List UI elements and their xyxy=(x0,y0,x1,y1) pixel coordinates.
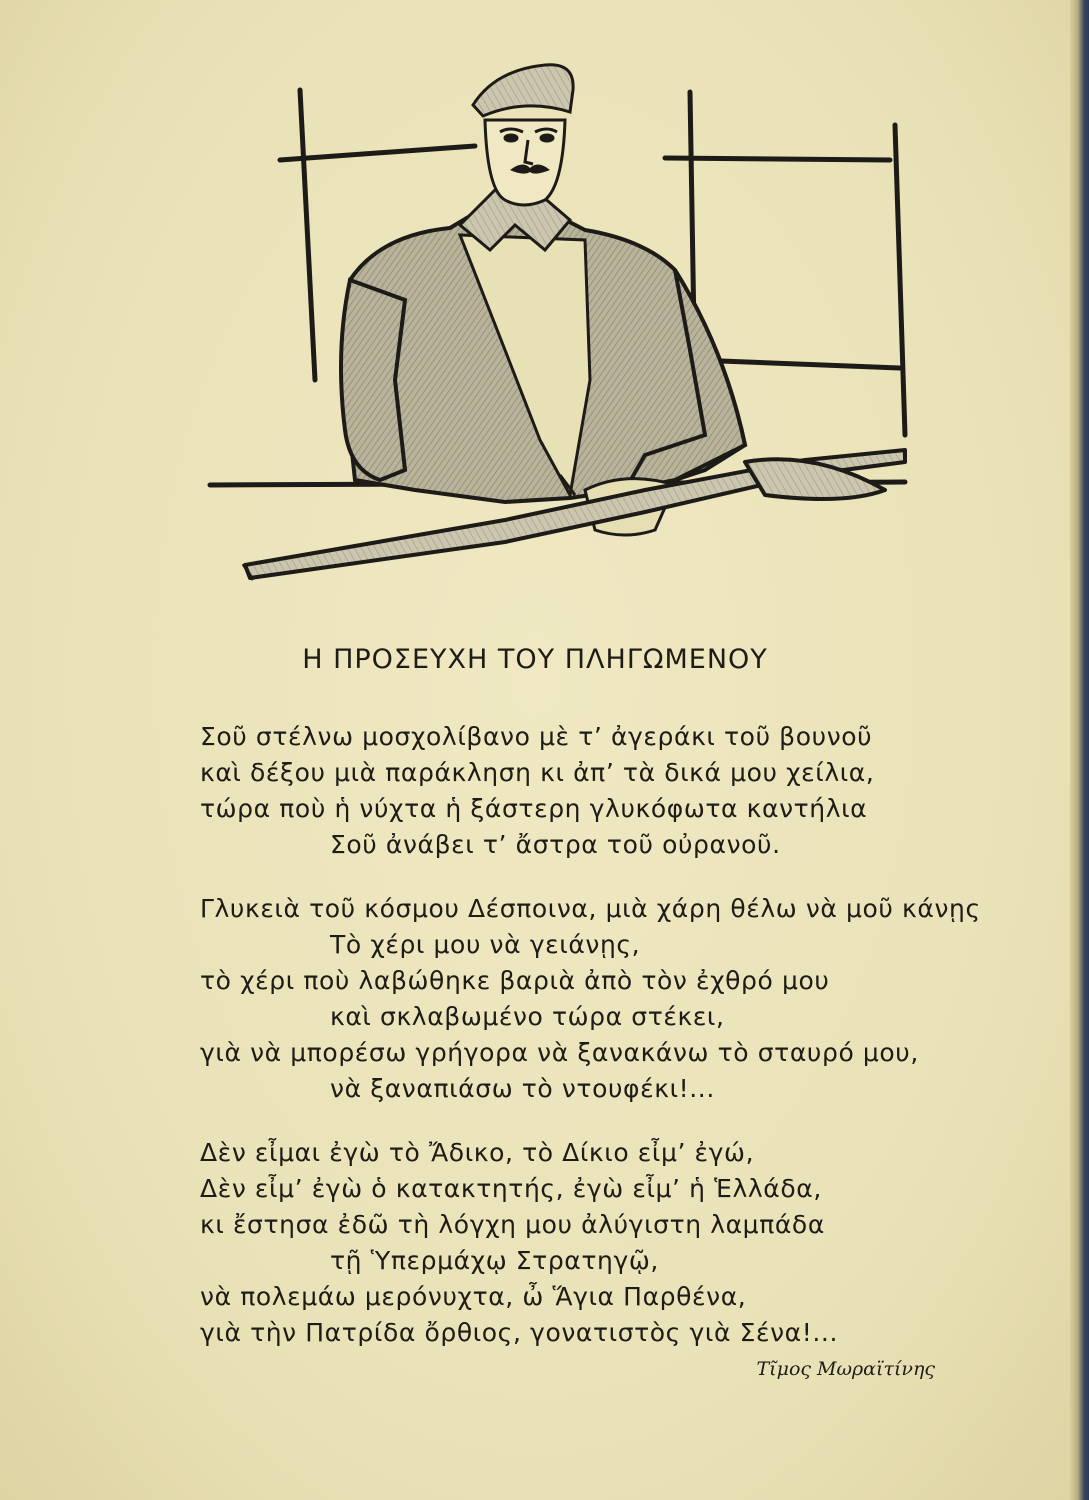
poem-line: Δὲν εἶμαι ἐγὼ τὸ Ἄδικο, τὸ Δίκιο εἶμ’ ἐγώ, xyxy=(200,1138,755,1167)
poem-line: Σοῦ στέλνω μοσχολίβανο μὲ τ’ ἀγεράκι τοῦ βουνοῦ xyxy=(200,722,873,751)
book-binding-edge xyxy=(1070,0,1089,1500)
poem-title: Η ΠΡΟΣΕΥΧΗ ΤΟΥ ΠΛΗΓΩΜΕΝΟΥ xyxy=(302,644,768,675)
poem-line: Τὸ χέρι μου νὰ γειάνῃς, xyxy=(330,930,641,959)
poem-line: κι ἔστησα ἐδῶ τὴ λόγχη μου ἀλύγιστη λαμπάδα xyxy=(200,1210,825,1239)
poem-line: νὰ πολεμάω μερόνυχτα, ὦ Ἅγια Παρθένα, xyxy=(200,1282,747,1311)
poem-line: καὶ σκλαβωμένο τώρα στέκει, xyxy=(330,1002,725,1031)
poem-line: Γλυκειὰ τοῦ κόσμου Δέσποινα, μιὰ χάρη θέλω νὰ μοῦ κάνῃς xyxy=(200,894,981,923)
poem-author: Τῖμος Μωραϊτίνης xyxy=(756,1358,935,1380)
poem-line: τῇ Ὑπερμάχῳ Στρατηγῷ, xyxy=(330,1246,659,1275)
poem-line: Δὲν εἶμ’ ἐγὼ ὁ κατακτητής, ἐγὼ εἶμ’ ἡ Ἑλλάδα, xyxy=(200,1174,822,1203)
poem-line: καὶ δέξου μιὰ παράκληση κι ἀπ’ τὰ δικά μου χείλια, xyxy=(200,758,875,787)
poem-line: γιὰ νὰ μπορέσω γρήγορα νὰ ξανακάνω τὸ σταυρό μου, xyxy=(200,1038,919,1067)
soldier-cap xyxy=(473,65,573,116)
poem-line: Σοῦ ἀνάβει τ’ ἄστρα τοῦ οὐρανοῦ. xyxy=(330,830,781,859)
soldier-illustration xyxy=(205,50,920,590)
poem-line: νὰ ξαναπιάσω τὸ ντουφέκι!... xyxy=(330,1074,715,1103)
poem-line: τώρα ποὺ ἡ νύχτα ἡ ξάστερη γλυκόφωτα καντήλια xyxy=(200,794,868,823)
poem-line: γιὰ τὴν Πατρίδα ὄρθιος, γονατιστὸς γιὰ Σένα!... xyxy=(200,1318,839,1347)
poem-line: τὸ χέρι ποὺ λαβώθηκε βαριὰ ἀπὸ τὸν ἐχθρό μου xyxy=(200,966,830,995)
